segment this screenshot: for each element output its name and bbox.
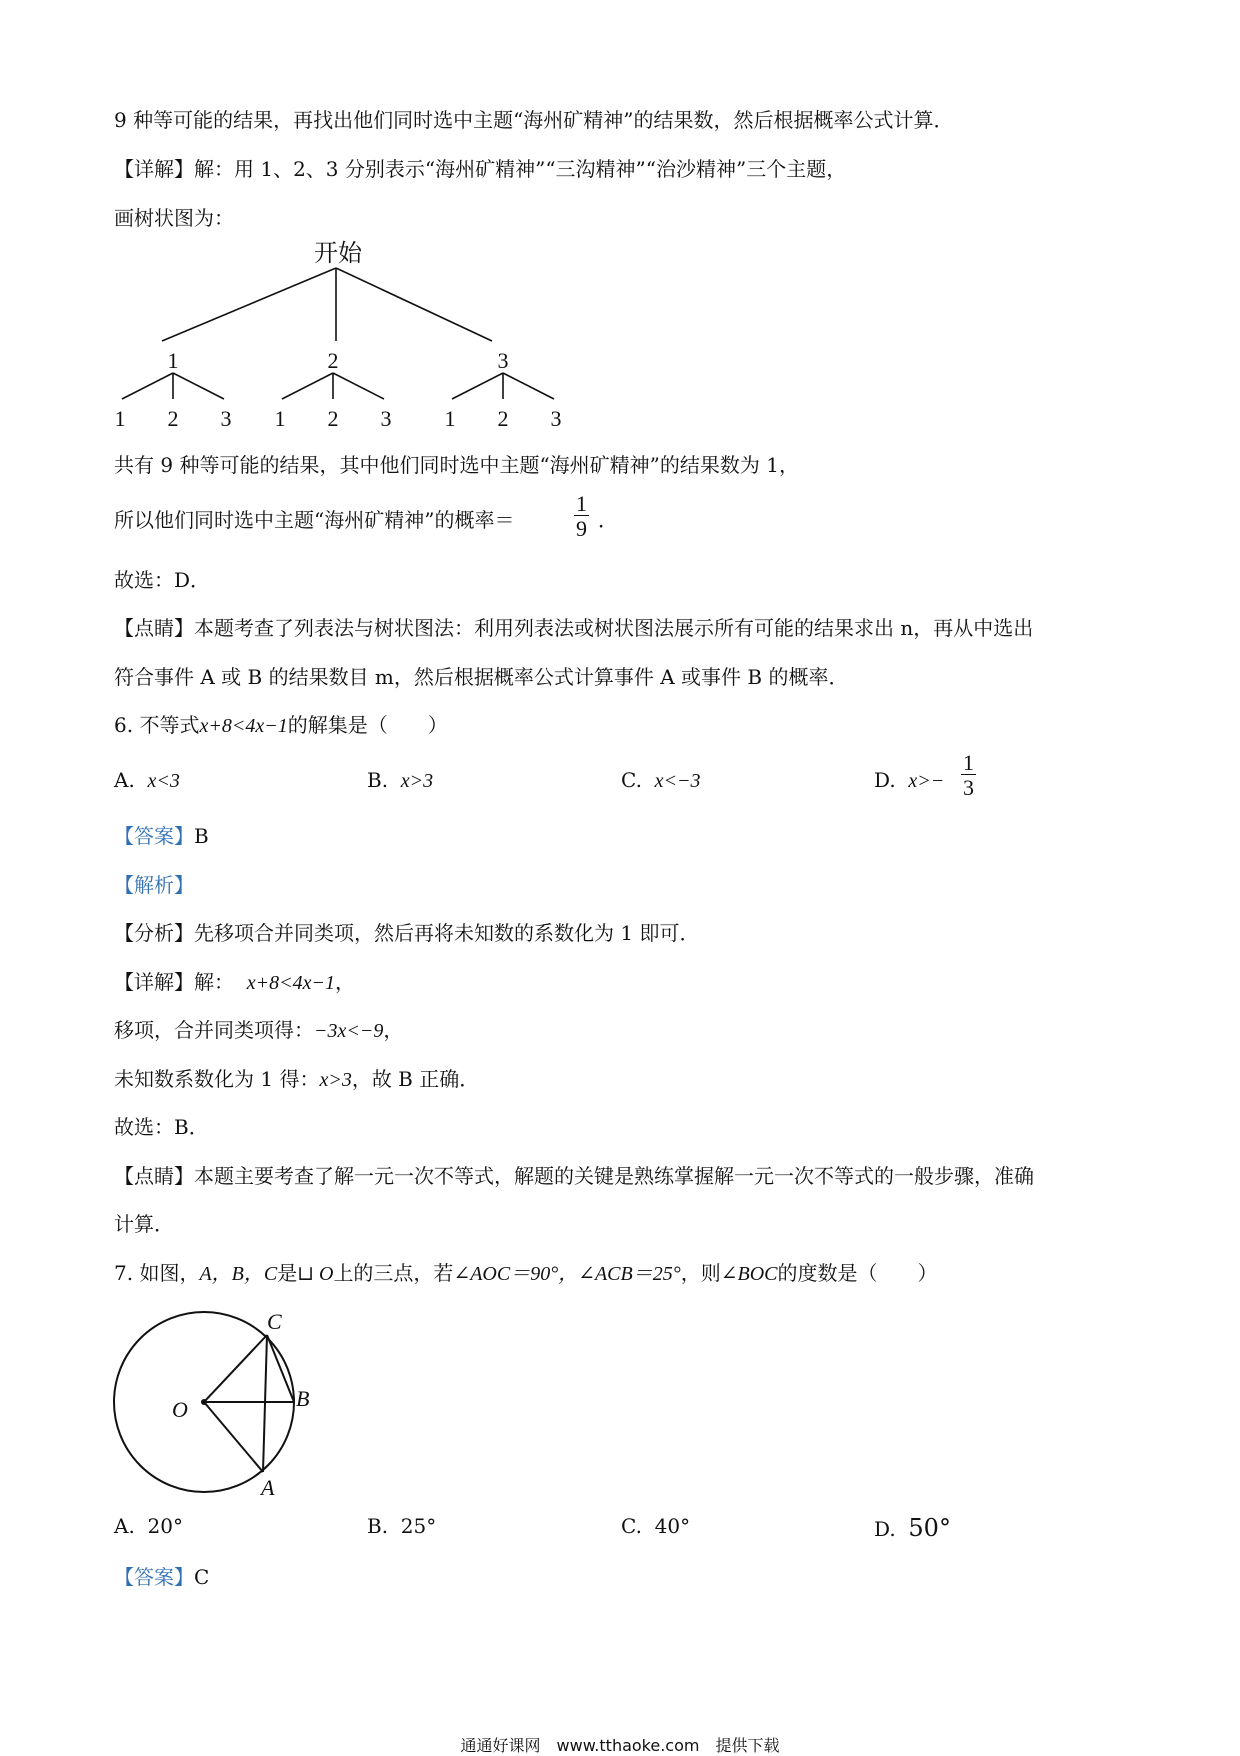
option-letter: B.	[367, 768, 389, 792]
q6-option-d	[874, 770, 944, 791]
detail-math: x+8<4x−1	[246, 972, 335, 994]
comment-text: 本题考查了列表法与树状图法：利用列表法或树状图法展示所有可能的结果求出 n，再从中选出	[194, 616, 1034, 640]
label-b: B	[296, 1386, 310, 1411]
tree-l2-node: 3	[550, 406, 562, 431]
fraction-numerator: 1	[963, 750, 974, 775]
option-value: 20°	[147, 1514, 183, 1538]
prev-choice: 故选：D．	[114, 568, 211, 592]
tree-l2-node: 1	[444, 406, 456, 431]
option-math: x>3	[400, 770, 434, 792]
prev-comment-line1	[114, 618, 1033, 638]
q6-stem-math: x+8<4x−1	[199, 715, 288, 737]
q7-stem-circle: ⊔ O	[297, 1263, 334, 1285]
answer-value: C	[194, 1565, 210, 1589]
tree-intro: 画树状图为：	[114, 206, 234, 230]
q7-stem-points: A，B，C	[199, 1263, 278, 1285]
tree-edge	[282, 373, 333, 399]
q7-option-b	[367, 1516, 436, 1536]
q6-comment-line1	[114, 1166, 1034, 1186]
option-letter: D.	[874, 1517, 896, 1541]
option-letter: A.	[114, 1514, 135, 1538]
fenxi-tag: 【分析】	[114, 921, 194, 945]
q7-stem-angles: ∠AOC＝90°，∠ACB＝25°	[453, 1263, 681, 1285]
tree-l2-node: 2	[167, 406, 179, 431]
segment-cb	[267, 1335, 294, 1402]
tree-edge	[122, 373, 173, 399]
answer-tag: 【答案】	[114, 1565, 194, 1589]
tree-l2-node: 3	[380, 406, 392, 431]
step1-math: −3x<−9	[314, 1020, 384, 1042]
q6-stem	[114, 715, 448, 736]
detail-tag: 【详解】	[114, 157, 194, 181]
q7-answer	[114, 1567, 209, 1587]
tree-l1-node: 1	[167, 348, 179, 373]
segment-ca	[263, 1335, 267, 1472]
option-letter: C.	[621, 768, 642, 792]
answer-value: B	[194, 824, 209, 848]
option-math: x<−3	[654, 770, 701, 792]
circle-figure	[100, 1298, 340, 1498]
tree-l2-node: 1	[114, 406, 126, 431]
fraction-numerator: 1	[576, 491, 587, 516]
option-letter: B.	[367, 1514, 389, 1538]
prev-detail-line	[114, 159, 846, 179]
tree-l1-node: 3	[497, 348, 509, 373]
tree-edge	[503, 373, 554, 399]
prev-solution-line1: 9 种等可能的结果，再找出他们同时选中主题“海州矿精神”的结果数，然后根据概率公式计算．	[114, 108, 954, 132]
tree-edge	[333, 373, 384, 399]
result-line: 共有 9 种等可能的结果，其中他们同时选中主题“海州矿精神”的结果数为 1，	[114, 453, 799, 477]
step2-math: x>3	[319, 1069, 352, 1091]
detail-text: 解：用 1、2、3 分别表示“海州矿精神”“三沟精神”“治沙精神”三个主题，	[194, 157, 847, 181]
tree-root: 开始	[314, 241, 362, 267]
comment-tag: 【点睛】	[114, 616, 194, 640]
label-a: A	[261, 1475, 275, 1498]
q6-step1	[114, 1020, 403, 1041]
step2-prefix: 未知数系数化为 1 得：	[114, 1067, 320, 1091]
segment-oc	[204, 1335, 267, 1402]
q6-detail	[114, 972, 355, 993]
probability-suffix: ．	[598, 508, 618, 532]
answer-tag: 【答案】	[114, 824, 194, 848]
tree-edge	[452, 373, 503, 399]
tree-l2-node: 3	[220, 406, 232, 431]
option-value: 50°	[908, 1514, 951, 1542]
q7-stem-text: 上的三点，若	[333, 1261, 454, 1285]
q7-stem	[114, 1263, 938, 1284]
q6-step2	[114, 1069, 479, 1090]
q7-option-a	[114, 1516, 183, 1536]
q6-stem-prefix: 6. 不等式	[114, 713, 200, 737]
tree-l2-node: 1	[274, 406, 286, 431]
option-letter: A.	[114, 768, 135, 792]
page-footer: 通通好课网 www.tthaoke.com 提供下载	[460, 1736, 780, 1755]
step2-suffix: ，故 B 正确．	[351, 1067, 480, 1091]
fraction-denominator: 3	[963, 775, 974, 800]
label-c: C	[267, 1309, 282, 1334]
fraction-denominator: 9	[576, 516, 587, 541]
q6-analysis	[114, 875, 194, 895]
q7-stem-text: 是	[277, 1261, 298, 1285]
tree-l1-node: 2	[327, 348, 339, 373]
option-math: x>−	[908, 770, 945, 792]
prev-comment-line2: 符合事件 A 或 B 的结果数目 m，然后根据概率公式计算事件 A 或事件 B 的概率．	[114, 665, 849, 689]
probability-prefix: 所以他们同时选中主题“海州矿精神”的概率＝	[114, 508, 515, 532]
probability-fraction	[574, 493, 589, 540]
detail-suffix: ，	[334, 970, 355, 994]
label-o: O	[172, 1397, 188, 1422]
option-letter: C.	[621, 1514, 642, 1538]
fenxi-text: 先移项合并同类项，然后再将未知数的系数化为 1 即可．	[194, 921, 700, 945]
q7-option-c	[621, 1516, 690, 1536]
step1-prefix: 移项，合并同类项得：	[114, 1018, 314, 1042]
comment-tag: 【点睛】	[114, 1164, 194, 1188]
tree-diagram	[100, 236, 600, 436]
q6-answer	[114, 826, 209, 846]
q7-option-d	[874, 1516, 951, 1540]
option-value: 25°	[400, 1514, 437, 1538]
step1-suffix: ，	[383, 1018, 404, 1042]
probability-line	[114, 510, 514, 530]
comment-text: 本题主要考查了解一元一次不等式，解题的关键是熟练掌握解一元一次不等式的一般步骤，准确	[194, 1164, 1034, 1188]
analysis-tag: 【解析】	[114, 873, 194, 897]
detail-prefix: 解：	[194, 970, 234, 994]
tree-l2-node: 2	[327, 406, 339, 431]
tree-edge	[162, 268, 336, 341]
q6-option-a	[114, 770, 180, 791]
q6-option-b	[367, 770, 433, 791]
q7-stem-suffix: 的度数是（ ）	[777, 1261, 938, 1285]
q6-stem-suffix: 的解集是（ ）	[287, 713, 448, 737]
option-value: 40°	[654, 1514, 691, 1538]
q6-option-c	[621, 770, 701, 791]
q6-fenxi	[114, 923, 699, 943]
q6-option-d-fraction	[961, 752, 976, 799]
tree-edge	[173, 373, 224, 399]
q6-comment-line2: 计算．	[114, 1212, 174, 1236]
q7-stem-prefix: 7. 如图，	[114, 1261, 200, 1285]
q6-choice: 故选：B．	[114, 1115, 209, 1139]
option-math: x<3	[147, 770, 180, 792]
q7-stem-text: ，则	[680, 1261, 721, 1285]
tree-l2-node: 2	[497, 406, 509, 431]
q7-stem-target-angle: ∠BOC	[720, 1263, 778, 1285]
option-letter: D.	[874, 768, 896, 792]
tree-edge	[336, 268, 492, 341]
segment-oa	[204, 1402, 263, 1472]
detail-tag: 【详解】	[114, 970, 194, 994]
